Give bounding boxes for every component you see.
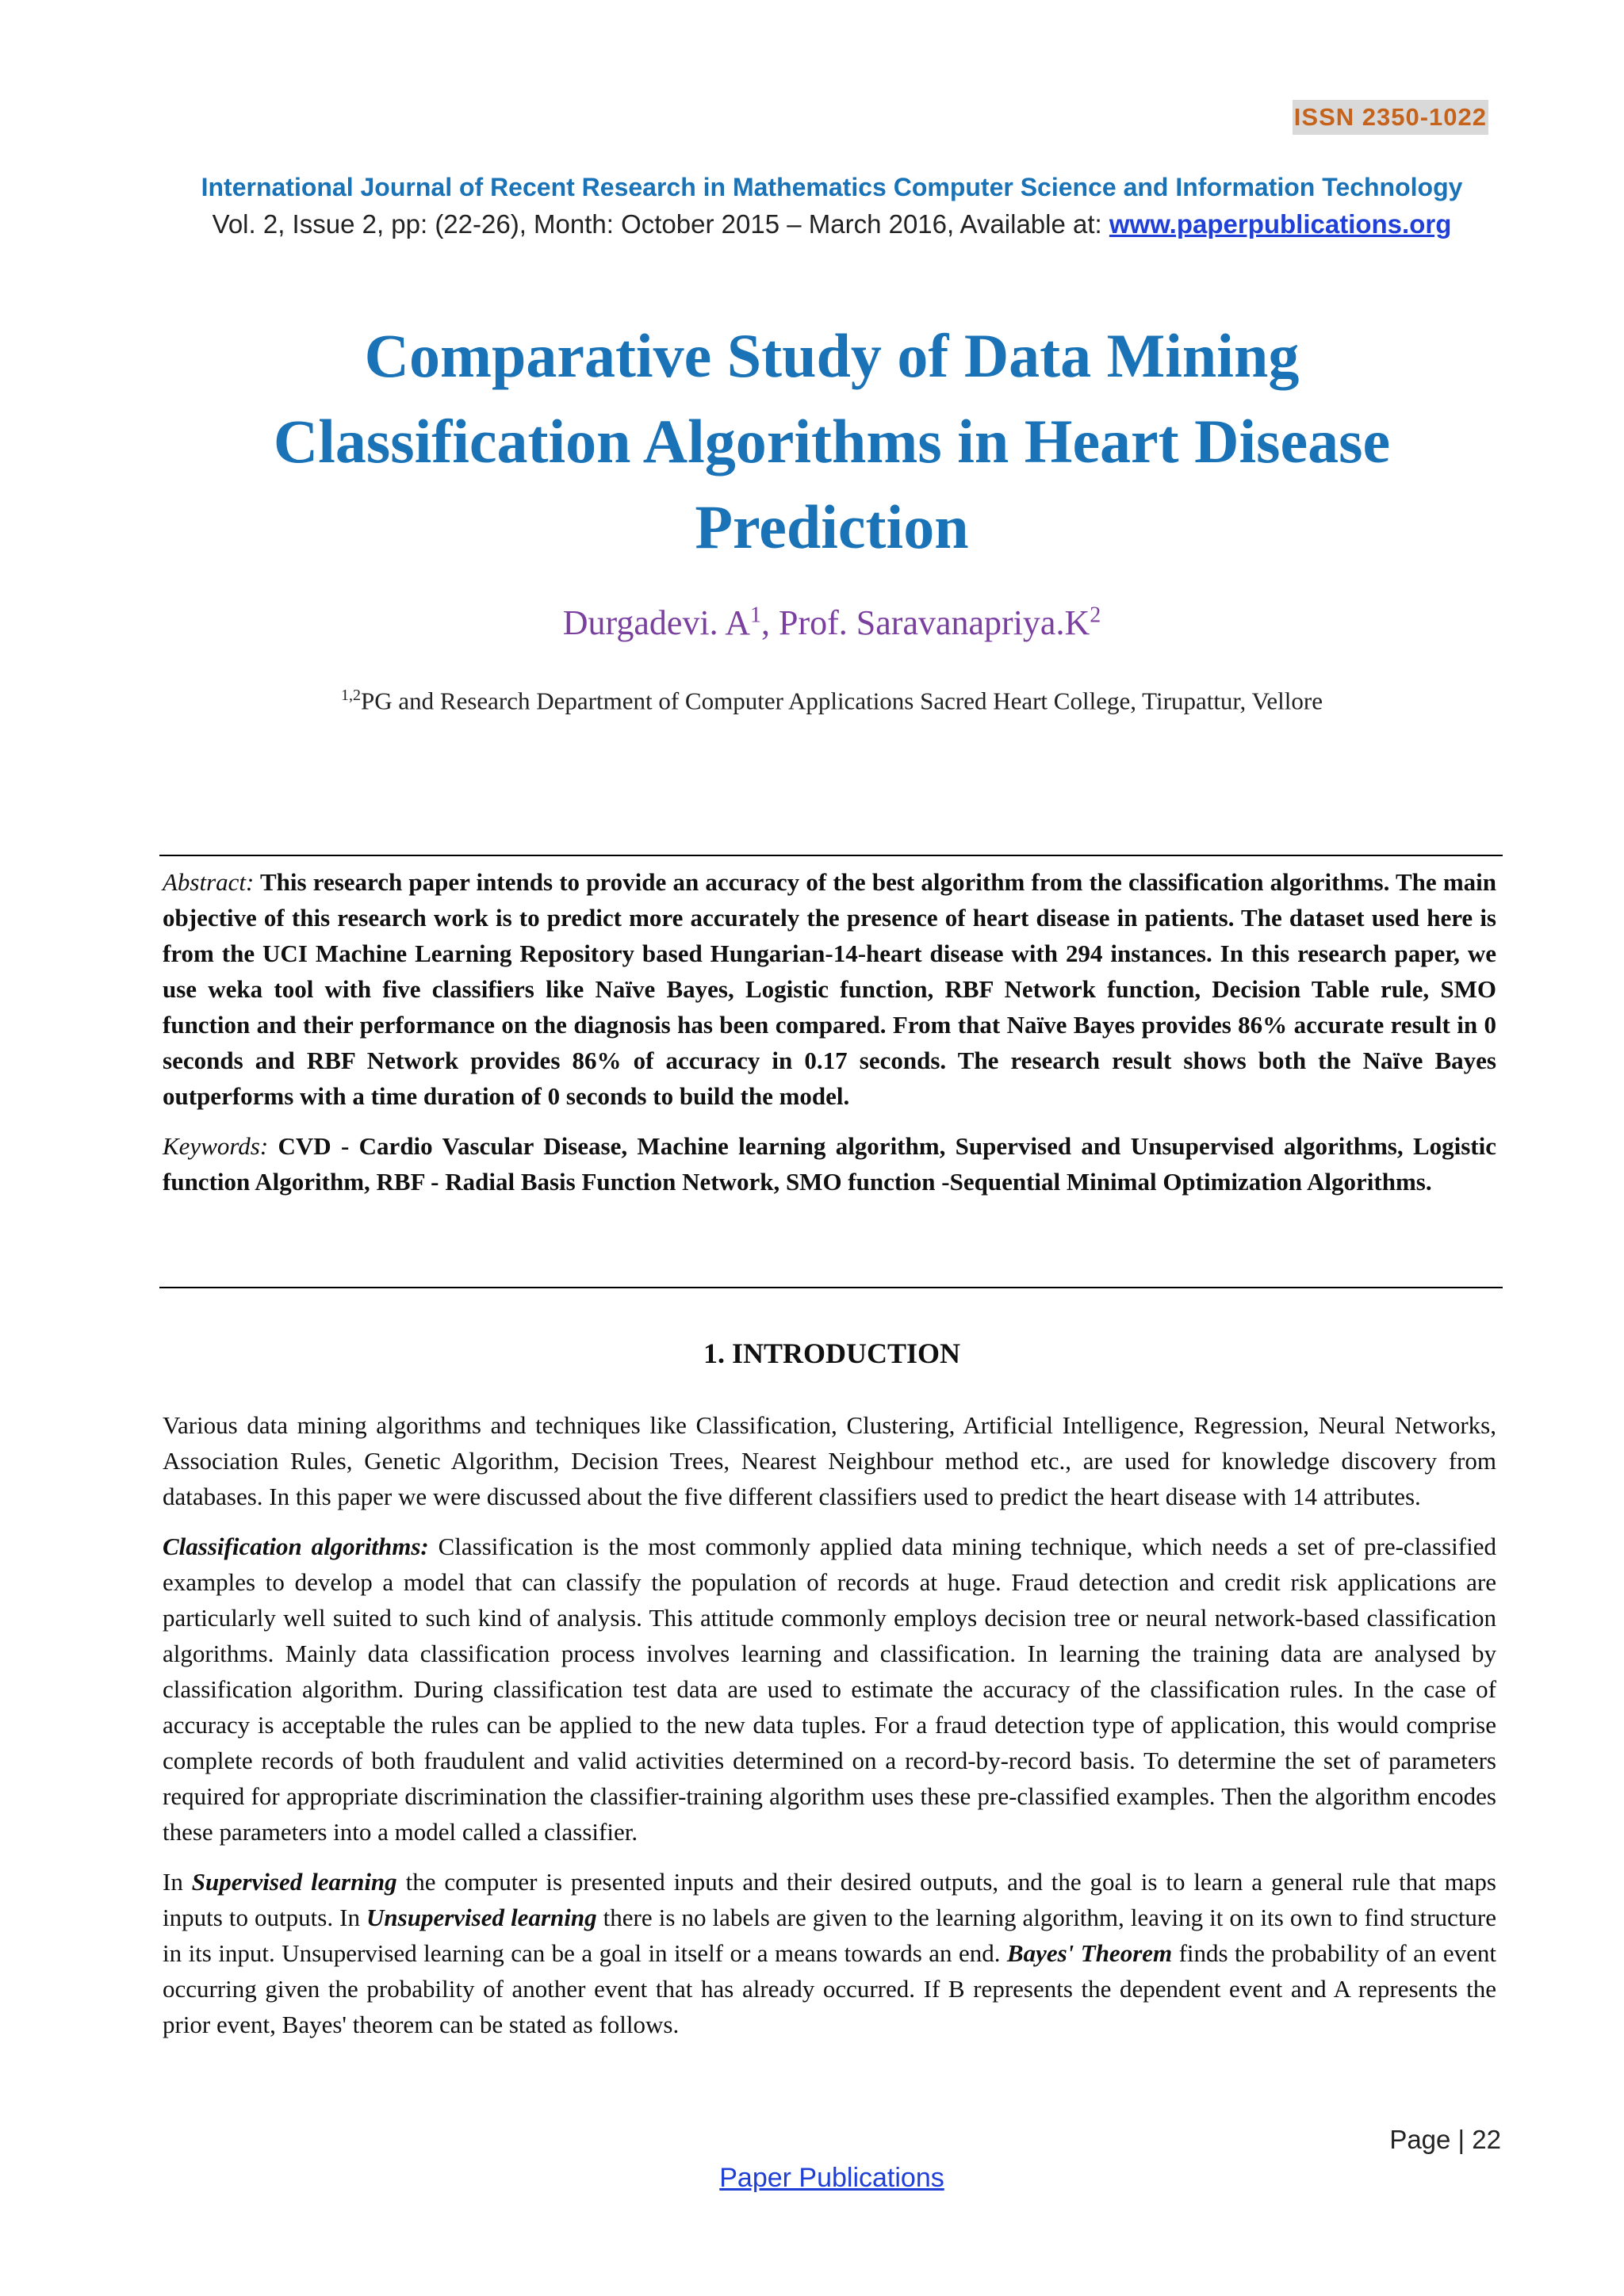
unsupervised-learning-term: Unsupervised learning: [366, 1904, 597, 1931]
intro-paragraph-3: [163, 1864, 1496, 2042]
para3-part-e: there is no labels are given to the learning algorithm, leaving it on its own to find structure in its input. Unsupervised learning can be a goal in itself or a means towards an end.: [163, 1904, 1497, 1967]
abstract-top-rule: [159, 855, 1503, 856]
affiliation-marks: 1,2: [341, 687, 362, 704]
issn-badge: ISSN 2350-1022: [1293, 100, 1488, 135]
paper-title: [159, 313, 1505, 570]
keywords-label: Keywords:: [163, 1132, 269, 1160]
intro-paragraph-2: [163, 1529, 1496, 1850]
classification-text: Classification is the most commonly applied data mining technique, which needs a set of pre-classified examples to develop a model that can classify the population of records at huge. Fraud detection and credit risk applications are particularly well suited to such kind of analysis. This attitude commonly employs decision tree or neural network-based classification algorithms. Mainly data classification process involves learning and classification. In learning the training data are analysed by classification algorithm. During classification test data are used to estimate the accuracy of the classification rules. In the case of accuracy is acceptable the rules can be applied to the new data tuples. For a fraud detection type of application, this would comprise complete records of both fraudulent and valid activities determined on a record-by-record basis. To determine the set of parameters required for appropriate discrimination the classifier-training algorithm uses these pre-classified examples. Then the algorithm encodes these parameters into a model called a classifier.: [163, 1533, 1496, 1846]
classification-label: Classification algorithms:: [163, 1533, 429, 1560]
bayes-theorem-term: Bayes' Theorem: [1006, 1939, 1173, 1967]
journal-website-link[interactable]: www.paperpublications.org: [1109, 209, 1452, 239]
page-number: Page | 22: [1389, 2125, 1501, 2154]
para3-part-a: In: [163, 1868, 192, 1896]
author-2-affil-mark: 2: [1090, 603, 1101, 628]
abstract-bottom-rule: [159, 1287, 1503, 1288]
abstract-text: This research paper intends to provide an accuracy of the best algorithm from the classification algorithms. The main objective of this research work is to predict more accurately the presence of heart disease in patients. The dataset used here is from the UCI Machine Learning Repository based Hungarian-14-heart disease with 294 instances. In this research paper, we use weka tool with five classifiers like Naïve Bayes, Logistic function, RBF Network function, Decision Table rule, SMO function and their performance on the diagnosis has been compared. From that Naïve Bayes provides 86% accurate result in 0 seconds and RBF Network provides 86% of accuracy in 0.17 seconds. The research result shows both the Naïve Bayes outperforms with a time duration of 0 seconds to build the model.: [163, 868, 1496, 1110]
section-heading-introduction: 1. INTRODUCTION: [703, 1337, 961, 1369]
author-1-affil-mark: 1: [750, 603, 762, 628]
title-line-1: Comparative Study of Data Mining: [364, 321, 1300, 390]
affiliation-text: PG and Research Department of Computer Applications Sacred Heart College, Tirupattur, Vellore: [361, 687, 1323, 715]
author-separator: ,: [761, 603, 779, 642]
abstract-block: [163, 864, 1496, 1214]
journal-title: International Journal of Recent Research in Mathematics Computer Science and Information Technology: [201, 173, 1463, 201]
author-1: Durgadevi. A: [562, 603, 751, 642]
para3-part-g: finds the probability of an event occurring given the probability of another event that has already occurred. If B represents the dependent event and A represents the prior event, Bayes' theorem can be stated as follows.: [163, 1939, 1496, 2038]
volume-info: Vol. 2, Issue 2, pp: (22-26), Month: October 2015 – March 2016, Available at:: [212, 209, 1109, 239]
para3-part-c: the computer is presented inputs and their desired outputs, and the goal is to learn a general rule that maps inputs to outputs. In: [163, 1868, 1497, 1931]
abstract-paragraph: [163, 864, 1496, 1114]
abstract-label: Abstract:: [163, 868, 255, 896]
author-line: [0, 603, 1624, 643]
title-line-3: Prediction: [695, 492, 969, 561]
author-2: Prof. Saravanapriya.K: [779, 603, 1090, 642]
intro-paragraph-1: Various data mining algorithms and techniques like Classification, Clustering, Artificial Intelligence, Regression, Neural Networks, Association Rules, Genetic Algorithm, Decision Trees, Nearest Neighbour method etc., are used for knowledge discovery from databases. In this paper we were discussed about the five different classifiers used to predict the heart disease with 14 attributes.: [163, 1411, 1496, 1510]
supervised-learning-term: Supervised learning: [191, 1868, 397, 1896]
keywords-text: CVD - Cardio Vascular Disease, Machine learning algorithm, Supervised and Unsupervised algorithms, Logistic function Algorithm, RBF - Radial Basis Function Network, SMO function -Sequential Minimal Optimization Algorithms.: [163, 1132, 1496, 1196]
publisher-footer-link[interactable]: Paper Publications: [719, 2163, 944, 2193]
keywords-paragraph: [163, 1128, 1496, 1200]
volume-line: [0, 209, 1624, 239]
affiliation: [0, 687, 1624, 715]
title-line-2: Classification Algorithms in Heart Disease: [273, 407, 1391, 476]
introduction-body: [163, 1407, 1496, 2057]
